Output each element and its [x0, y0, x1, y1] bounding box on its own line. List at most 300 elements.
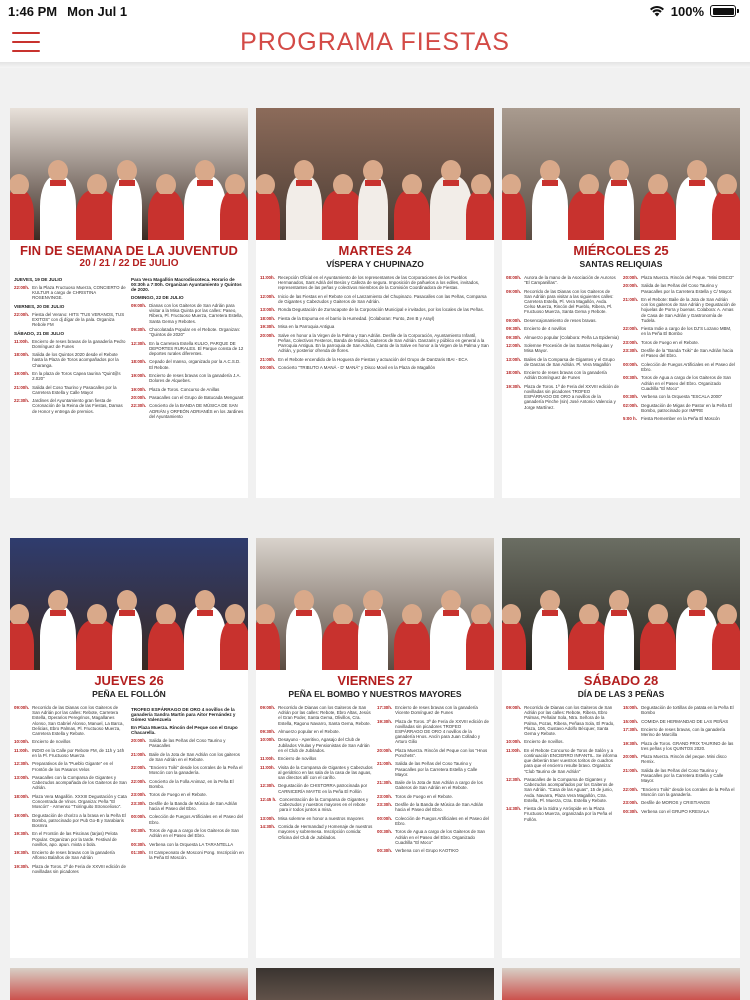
- event-time: 20:00h.: [260, 332, 276, 338]
- event-item: [14, 739, 127, 744]
- event-description: Desfile de MOROS y CRISTIANOS: [641, 800, 710, 806]
- event-time: 11:00h.: [260, 756, 275, 762]
- event-description: Salida de las Peñas del Coso Taurino y Pasacalles: [149, 738, 226, 749]
- event-item: [623, 741, 736, 751]
- red-scarf: [473, 194, 489, 200]
- event-item: [14, 339, 127, 349]
- event-item: [377, 748, 490, 758]
- event-description: Recorrido de Dianas con los Gaiteros de San Adrián por las calles: Rebote, Ribera, Ebro Palmas, Peñalar Sola, Ntra. Señora de la Palma, Pozas, Ribera, Peñasa Sola, El Prado, Plaza, 106, Gustavo Adolfo Bécquer, Santa Gema y Rebote.: [524, 705, 615, 737]
- event-time: 11:00h.: [506, 747, 521, 753]
- event-description: Desfile de la Banda de Música de San Adrián hacia el Paseo del Ebro.: [395, 802, 484, 813]
- event-item: [14, 794, 127, 810]
- red-scarf: [158, 194, 174, 200]
- event-description: Toros de Agua a cargo de los Gaiteros de San Adrián en el Paseo del Ebro.: [149, 827, 239, 839]
- person-head: [117, 590, 137, 612]
- event-time: 09:00h.: [506, 317, 522, 323]
- red-scarf: [257, 194, 273, 200]
- red-scarf: [257, 624, 273, 630]
- event-time: 22:30h.: [131, 403, 147, 409]
- event-description: Toros de Agua a cargo de los Gaiteros de San Adrián en el Paseo del Ebro. Organizado Cuadrilla "El Moco": [395, 829, 485, 845]
- event-item: [131, 303, 244, 324]
- event-description: En la Plaza Fructuoso Muerza, CONCIERTO de KULTUR a cargo de CHRISTINA ROSENVINGE.: [32, 285, 126, 301]
- event-time: 00:30h.: [131, 827, 147, 833]
- red-scarf: [50, 180, 66, 186]
- person-head: [87, 604, 107, 626]
- event-description: Toros de Agua a cargo de los Gaiteros de San Adrián en el Paseo del Ebro. Organizado Cuadrilla "El Moco": [641, 375, 731, 391]
- red-scarf: [197, 180, 213, 186]
- event-item: [131, 842, 244, 847]
- next-panel-photo: [502, 968, 740, 1000]
- event-item: [260, 783, 373, 793]
- event-description: Verbena con el GRUPO KRESALA: [641, 808, 710, 814]
- event-heading: DOMINGO, 22 DE JULIO: [131, 295, 184, 300]
- festival-photo: [256, 538, 494, 670]
- person-head: [648, 604, 668, 626]
- person-head: [687, 590, 707, 612]
- red-scarf: [581, 624, 597, 630]
- person-head: [333, 174, 353, 196]
- day-subtitle: DÍA DE LAS 3 PEÑAS: [577, 689, 665, 699]
- event-heading: VIERNES, 20 DE JULIO: [14, 303, 65, 309]
- event-item: [506, 289, 619, 315]
- event-time: 09:00h.: [131, 303, 147, 308]
- event-description: Concierto de la Folla Animaz, en la Peña El Bombo.: [149, 778, 234, 789]
- event-description: Plaza Muerza. Rincón del peque. Mini disco Remix.: [641, 754, 727, 765]
- event-description: Concierto "TRIBUTO A MANÁ - D' MANÁ" y Disco Movil en la Plaza de Magallón: [278, 364, 436, 370]
- event-time: 22:30h.: [14, 398, 30, 404]
- event-time: 10:00h.: [260, 737, 276, 743]
- event-description: Preparativos de la "Pueblo Gigante" en el Frontón de los Pasaros Velos: [32, 761, 113, 772]
- event-description: Plaza de Toros. GRAND PRIX TAURINO de las tres peñas y los QUINTOS 2020.: [641, 740, 734, 751]
- event-description: Baile de la Jota de San Adrián con los gaiteros de San Adrián en el Rebote.: [149, 751, 240, 762]
- event-item: [260, 357, 490, 362]
- event-time: 00:30h.: [131, 841, 147, 847]
- day-title: VIERNES 27: [337, 673, 413, 688]
- event-list: [10, 699, 248, 877]
- red-scarf: [611, 180, 627, 186]
- day-title: MIÉRCOLES 25: [573, 243, 669, 258]
- event-item: [14, 705, 127, 736]
- event-description: Encierro de reses bravas con la ganadería J.A. Dolores de Alquebes.: [149, 372, 241, 384]
- event-item: [131, 327, 244, 337]
- event-description: Plaza Muerza. Rincón del Peque. "Mini DISCO": [641, 275, 734, 280]
- festival-photo: [10, 108, 248, 240]
- event-description: Pasacalles con la Comparsa de Gigantes y Cabezudos acompañada de los Gaiteros de San Adrián.: [32, 774, 127, 791]
- event-time: 00:00h.: [623, 361, 639, 367]
- event-column: [506, 705, 619, 825]
- person-head: [195, 590, 215, 612]
- event-time: 19:30h.: [14, 831, 30, 837]
- event-time: 21:00h.: [131, 751, 147, 757]
- event-time: 19:30h.: [14, 850, 30, 856]
- event-description: Toros de Fuego en el Rebote.: [149, 792, 207, 798]
- event-description: Desfile de la "Banda Txiki" de San Adrián hacia el Paseo del Ebro.: [641, 348, 734, 359]
- event-description: Degustación de CHISTORRA patrocinada por CARNICERÍA MAYTE en la Peña El Follón: [278, 783, 368, 794]
- red-scarf: [335, 624, 351, 630]
- event-time: 12:00h.: [506, 342, 522, 348]
- event-description: Almuerzo popular en el Rebote.: [278, 729, 340, 734]
- event-time: 15:00h.: [623, 705, 639, 710]
- event-description: Recepción Oficial en el Ayuntamiento de los representantes de las Corporaciones de los Pueblos Hermanados, Sant Adrià del Besòs y Calleza de segura. Imposición de pañuelos a los ediles, invitados, representantes de las peñas y colectivos miembros de la Comisión Coordinadora de Fiestas.: [278, 275, 480, 291]
- day-subtitle: PEÑA EL FOLLÓN: [92, 689, 166, 699]
- event-item: [131, 359, 244, 369]
- red-scarf: [89, 624, 105, 630]
- event-time: 20:00h.: [623, 754, 639, 760]
- event-time: 23:00h.: [131, 792, 147, 798]
- event-item: [131, 341, 244, 357]
- status-bar: [0, 0, 750, 22]
- event-item: [131, 850, 244, 860]
- event-item: [623, 297, 736, 323]
- day-title: MARTES 24: [338, 243, 412, 258]
- event-time: 19:30h.: [14, 863, 30, 869]
- event-time: 23:00h.: [623, 339, 639, 345]
- event-description: Baile de la Jota de San Adrián a cargo de los Gaiteros de San Adrián en el Rebote.: [395, 780, 483, 791]
- event-item: [506, 705, 619, 736]
- event-item: [377, 816, 490, 826]
- event-item: [131, 395, 244, 400]
- person-head: [471, 604, 491, 626]
- event-time: 13:00h.: [260, 815, 276, 821]
- event-time: 21:30h.: [377, 780, 393, 786]
- event-description: Colección de Fuegos Artificiales en el Paseo del Ebro.: [641, 361, 735, 372]
- event-item: [14, 385, 127, 395]
- event-time: 09:30h.: [260, 729, 276, 734]
- event-item: [623, 809, 736, 814]
- person-head: [609, 160, 629, 182]
- event-item: [623, 800, 736, 805]
- event-description: En la Carretera Estella KULIO, PARQUE DE DEPORTES RURALES. El Parque consta de 12 deportes rurales diferentes.: [149, 340, 244, 356]
- event-time: 09:30h.: [506, 326, 522, 332]
- event-description: Fiesta de la Sidra y Arróspide en la Plaza Fructuoso Muerza, organizada por la Peña el Follón.: [524, 806, 613, 822]
- event-item: [506, 335, 619, 340]
- event-description: Toros de Fuego en el Rebote.: [395, 793, 453, 799]
- event-item: [506, 370, 619, 380]
- person-head: [609, 590, 629, 612]
- event-description: Plaza Vera Magallón. XXXIII Degustación y Cata Concentrada de Vinos. Organiza: Peña "El Moscón" - Armenso "Txiringuito Stroncelioso".: [32, 793, 127, 810]
- event-column: [14, 275, 127, 422]
- next-panel-photo: [256, 968, 494, 1000]
- day-panel: [10, 538, 248, 958]
- event-time: 00:30h.: [377, 829, 393, 835]
- event-item: [623, 275, 736, 280]
- event-description: Fiesta de la Espuma en el barrio la Humedad. (Colaboran: Punto, Zen B y Arayl): [278, 315, 435, 321]
- event-list: [256, 269, 494, 373]
- event-item: [377, 780, 490, 790]
- status-time: 1:46 PM: [8, 3, 58, 19]
- event-item: [506, 326, 619, 331]
- event-time: 09:30h.: [131, 327, 147, 332]
- person-head: [48, 590, 68, 612]
- event-time: 18:00h.: [506, 370, 522, 376]
- event-description: Aurora de la mano de la Asociación de Auroros "El Campanillas".: [524, 275, 616, 286]
- event-column: [377, 705, 490, 857]
- event-item: [506, 384, 619, 410]
- event-description: En el Rebote encendido de la Hoguera de Fiestas y actuación del Grupo de Dantzaris IBAI - ECA: [278, 356, 468, 362]
- day-panel: [256, 108, 494, 498]
- wifi-icon: [649, 5, 665, 17]
- person-head: [441, 160, 461, 182]
- day-subtitle: 20 / 21 / 22 DE JULIO: [79, 258, 179, 269]
- event-item: [377, 794, 490, 799]
- event-item: [506, 357, 619, 367]
- person-head: [225, 604, 245, 626]
- person-head: [540, 160, 560, 182]
- event-description: Salida de las Peñas del Coso Taurino y Pasacalles por la Carretera Estella y Calle Mayor.: [395, 761, 478, 777]
- event-column: [260, 275, 490, 373]
- event-heading: TROFEO ESPÁRRAGO DE ORO 4 novillos de la ganadería Sandra Martín para Aitor Fernández y Gómez Valenzuela: [131, 707, 236, 722]
- event-time: 00:00h.: [131, 814, 147, 820]
- event-item: [131, 387, 244, 392]
- event-item: [623, 719, 736, 724]
- person-head: [156, 604, 176, 626]
- event-item: [623, 283, 736, 293]
- festival-photo: [10, 538, 248, 670]
- event-description: Verbena con la Orquesta "ESCALA 2000": [641, 394, 723, 400]
- battery-percentage: 100%: [670, 3, 704, 19]
- battery-icon: [710, 5, 736, 17]
- event-item: [377, 761, 490, 777]
- hamburger-menu-icon[interactable]: [12, 32, 40, 52]
- event-item: [131, 765, 244, 775]
- event-item: [131, 738, 244, 748]
- event-heading: SÁBADO, 21 DE JULIO: [14, 330, 65, 336]
- event-time: 19:30h.: [260, 324, 276, 330]
- event-time: 10:00h.: [506, 739, 522, 745]
- event-time: 14:30h.: [260, 824, 276, 830]
- festival-photo: [502, 108, 740, 240]
- event-item: [377, 705, 490, 715]
- event-description: COMIDA DE HERMANDAD DE LAS PEÑAS: [641, 718, 729, 724]
- event-time: 19:00h.: [14, 370, 30, 376]
- event-time: 11:00h.: [260, 275, 275, 280]
- event-time: 20:00h.: [131, 394, 147, 400]
- event-time: 13:00h.: [260, 307, 276, 313]
- event-time: 00:00h.: [260, 364, 276, 370]
- event-item: [506, 318, 619, 323]
- person-head: [687, 160, 707, 182]
- event-time: 20:00h.: [131, 738, 147, 743]
- red-scarf: [473, 624, 489, 630]
- event-time: 22:00h.: [131, 765, 147, 771]
- event-time: 13:00h.: [14, 774, 30, 780]
- event-time: 09:00h.: [260, 705, 276, 710]
- status-date: Mon Jul 1: [67, 3, 128, 19]
- event-time: 00:30h.: [623, 394, 639, 400]
- event-item: [14, 371, 127, 381]
- event-time: 01:30h.: [131, 849, 147, 855]
- red-scarf: [11, 624, 27, 630]
- event-description: Chocolatada Popular en el Rebote. Organizan: "Quintos de 2020": [149, 327, 241, 338]
- person-head: [648, 174, 668, 196]
- event-description: Encierro de reses bravas, con la ganadería Merino de Marcilla: [641, 726, 726, 738]
- event-time: 21:00h.: [377, 761, 393, 767]
- event-column: [623, 275, 736, 425]
- event-column: [14, 705, 127, 877]
- day-subtitle: VÍSPERA Y CHUPINAZO: [326, 259, 424, 269]
- event-item: [623, 362, 736, 372]
- red-scarf: [443, 180, 459, 186]
- person-head: [717, 604, 737, 626]
- person-head: [294, 590, 314, 612]
- event-time: 22:00h.: [623, 786, 639, 792]
- event-item: [623, 787, 736, 797]
- event-description: Verbena con el Grupo KAOTIKO: [395, 848, 459, 854]
- day-subtitle: SANTAS RELIQUIAS: [579, 259, 663, 269]
- event-description: Plaza de Toros. 1ª de Feria del XXVIII edición de novilladas sin picadores TROFEO ESPÁRRAGO DE ORO a novillos de la ganadería Pinche (sin) José Antonio Valencia y Jorge Martínez.: [524, 383, 619, 410]
- event-time: 23:00h.: [623, 800, 639, 806]
- event-time: 00:30h.: [377, 848, 393, 854]
- event-time: 11:00h.: [260, 764, 275, 770]
- event-description: Misa solemne en honor a nuestros mayores: [278, 815, 364, 821]
- day-subtitle: PEÑA EL BOMBO Y NUESTROS MAYORES: [288, 689, 462, 699]
- event-description: Encierro de 4 novillos: [524, 326, 567, 332]
- person-head: [10, 604, 29, 626]
- event-time: 12:30h.: [131, 340, 147, 346]
- event-item: [623, 705, 736, 715]
- event-description: En el Rebote Concurso de Toros de Salón y a continuación ENCIERRO INFANTIL. Se informa que deberán traer vuestros toritos de cuadros para que el encierro resulte bravo. Organiza: "Club Taurino de San Adrián": [524, 747, 618, 774]
- person-head: [294, 160, 314, 182]
- event-description: Encierro de reses bravas con la ganadería Vicente Domínguez de Funes: [395, 705, 478, 716]
- next-panel-photo: [10, 968, 248, 1000]
- event-item: [131, 828, 244, 838]
- event-time: 22:00h.: [14, 311, 30, 317]
- person-head: [502, 174, 521, 196]
- person-head: [195, 160, 215, 182]
- red-scarf: [650, 194, 666, 200]
- red-scarf: [365, 180, 381, 186]
- event-item: [260, 816, 373, 821]
- person-head: [10, 174, 29, 196]
- event-description: Bailes de la Comparsa de Gigantes y el Grupo de Danzas de San Adrián. Pl. Vera Magallón: [524, 356, 615, 367]
- red-scarf: [365, 610, 381, 616]
- event-item: [14, 352, 127, 368]
- red-scarf: [197, 610, 213, 616]
- red-scarf: [227, 194, 243, 200]
- person-head: [717, 174, 737, 196]
- event-time: 00:00h.: [377, 815, 393, 821]
- event-description: Plaza de Toros. Concurso de Anillas: [149, 386, 220, 392]
- event-time: 15:00h.: [623, 718, 639, 724]
- event-item: [260, 797, 373, 813]
- event-time: 23:00h.: [377, 793, 393, 799]
- red-scarf: [296, 610, 312, 616]
- event-item: [260, 316, 490, 321]
- event-time: 12:00h.: [260, 293, 276, 299]
- red-scarf: [443, 610, 459, 616]
- page-title: PROGRAMA FIESTAS: [240, 27, 510, 56]
- event-description: Salida de las Peñas del Coso Taurino y Pasacalles por la Carretera Estella y C/ Mayor.: [641, 283, 733, 294]
- day-panel: [502, 108, 740, 498]
- red-scarf: [119, 180, 135, 186]
- event-item: [623, 375, 736, 391]
- event-item: [131, 752, 244, 762]
- event-description: Salida del Coso Taurino y Pasacalles por la Carretera Estella y Calle Mayor: [32, 384, 117, 395]
- person-head: [225, 174, 245, 196]
- event-list: [10, 269, 248, 422]
- event-time: 18:00h.: [14, 793, 30, 799]
- event-time: 21:00h.: [14, 384, 30, 390]
- event-description: Dianas con los Gaiteros de San Adrián para visitar a la Misa Quinta por las calles: Paseo, Ribera, Pl. Fructuoso Muerza, Carretera Estella, Santa Gema y Rebotes.: [149, 303, 243, 324]
- event-time: 14:30h.: [506, 806, 522, 812]
- event-time: 22:00h.: [14, 285, 30, 290]
- event-item: [14, 775, 127, 791]
- program-poster[interactable]: [0, 68, 750, 1000]
- event-description: Solemne Procesión de las Santas Reliquias y Misa Mayor.: [524, 342, 613, 354]
- event-item: [260, 729, 373, 734]
- red-scarf: [503, 624, 519, 630]
- day-panel: [256, 538, 494, 958]
- red-scarf: [542, 610, 558, 616]
- event-description: Visita de la Comparsa de Gigantes y Cabezudos al geriátrico en las sala de la casa de las aguas, san directos allí con el cariño.: [278, 764, 373, 780]
- red-scarf: [11, 194, 27, 200]
- person-head: [402, 174, 422, 196]
- event-description: Plaza de Toros. 3ª de Feria de XXVIII edición de novilladas sin picadores TROFEO ESPÁRRAGO DE ORO 4 novillos de la ganadería Hnos. Ancín para Juan Collado y Arturo Gilio: [395, 718, 489, 745]
- event-description: En la plaza de Toros Capea taurina "Quint@s 2.020": [32, 370, 121, 382]
- event-heading: JUEVES, 19 DE JULIO: [14, 277, 63, 282]
- event-description: Fiesta Indie a cargo de los DJ'S Lozano MBM, en la Peña El Bombo: [641, 326, 732, 337]
- event-item: [131, 779, 244, 789]
- event-time: 09:00h.: [14, 705, 30, 710]
- event-description: Colección de Fuegos Artificiales en el Paseo del Ebro.: [149, 814, 243, 825]
- event-description: Inicio de las Fiestas en el Rebote con el Lanzamiento del Chupinazo. Pasacalles con las Peñas, Comparsa de Gigantes y Cabezudos y Gaiteros de San Adrián.: [278, 293, 487, 304]
- event-item: [260, 737, 373, 753]
- event-time: 09:00h.: [506, 705, 522, 710]
- person-head: [579, 174, 599, 196]
- event-heading: En Plaza Muerza. Rincón del Peque con el Grupo Chacarella.: [131, 725, 238, 735]
- event-description: Cepado del manso, organizado por la A.C.S.D. El Rebote.: [149, 359, 241, 370]
- event-item: [260, 365, 490, 370]
- event-time: 11:00h.: [14, 747, 29, 753]
- person-head: [471, 174, 491, 196]
- event-description: Comida de Hermandad y Homenaje de nuestros mayores y sobremesa. Inscripción comida: Oficina del Club de Jubilados.: [278, 824, 373, 840]
- event-item: [506, 748, 619, 774]
- event-description: Desencajonamiento de reses bravas.: [524, 317, 597, 323]
- day-panel: [10, 108, 248, 498]
- event-column: [131, 705, 244, 877]
- event-description: Recorrido de las Dianas con los Gaiteros de San Adrián por las calles: Rebote, Carretera Estella, Operarios Peregrinos, Magallanes Alonso, San Gabriel Alonso, Manuel, La Barca, Delicias, Ebro Palmas, Pl. Fructuoso Muerza, Carretera Estella y Rebote.: [32, 705, 124, 737]
- event-time: 19:00h.: [131, 386, 147, 392]
- event-item: [623, 403, 736, 413]
- event-item: [131, 373, 244, 383]
- event-item: [260, 294, 490, 304]
- event-time: 23:30h.: [623, 348, 639, 354]
- red-scarf: [689, 610, 705, 616]
- event-description: Fiesta del Verano: HITS "TUS VERANOS, TUS EXITOS" con dj dígar de la pala. Organiza Rebole FM: [32, 311, 125, 328]
- event-item: [623, 768, 736, 784]
- event-time: 09:00h.: [506, 288, 522, 294]
- person-head: [579, 604, 599, 626]
- red-scarf: [611, 610, 627, 616]
- event-list: [256, 699, 494, 857]
- event-item: [14, 285, 127, 301]
- event-time: 19:30h.: [506, 383, 522, 389]
- person-head: [540, 590, 560, 612]
- event-item: [260, 324, 490, 329]
- event-description: "Encierro Txiki" desde los corrales de la Peña el Moscón con la ganadería.: [149, 765, 243, 776]
- event-time: 12:30h.: [14, 761, 30, 767]
- event-column: [506, 275, 619, 425]
- event-description: Fiesta Remember en la Peña El Moscón: [641, 416, 720, 422]
- event-item: [623, 340, 736, 345]
- red-scarf: [158, 624, 174, 630]
- event-time: 02:00h.: [623, 402, 639, 408]
- event-list: [502, 699, 740, 825]
- person-head: [333, 604, 353, 626]
- festival-photo: [502, 538, 740, 670]
- event-description: Misa en la Parroquia Antigua: [278, 324, 335, 330]
- person-head: [117, 160, 137, 182]
